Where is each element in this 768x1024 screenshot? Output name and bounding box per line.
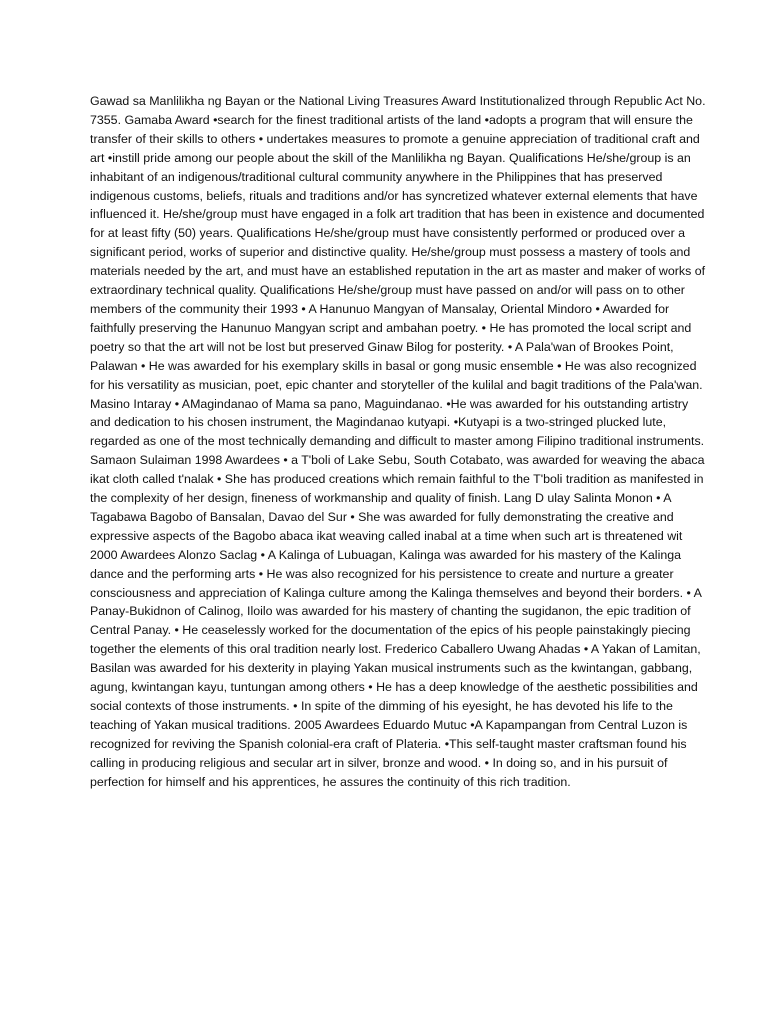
body-paragraph: Gawad sa Manlilikha ng Bayan or the National Living Treasures Award Institutionalized through Republic Act No. 7355. Gamaba Award •search for the finest traditional artists of the land •adopts a program that will ensure the transfer of their skills to others • undertakes measures to promote a genuine appreciation of traditional craft and art •instill pride among our people about the skill of the Manlilikha ng Bayan. Qualifications He/she/group is an inhabitant of an indigenous/traditional cultural community anywhere in the Philippines that has preserved indigenous customs, beliefs, rituals and traditions and/or has syncretized whatever external elements that have influenced it. He/she/group must have engaged in a folk art tradition that has been in existence and documented for at least fifty (50) years. Qualifications He/she/group must have consistently performed or produced over a significant period, works of superior and distinctive quality. He/she/group must possess a mastery of tools and materials needed by the art, and must have an established reputation in the art as master and maker of works of extraordinary technical quality. Qualifications He/she/group must have passed on and/or will pass on to other members of the community their 1993 • A Hanunuo Mangyan of Mansalay, Oriental Mindoro • Awarded for faithfully preserving the Hanunuo Mangyan script and ambahan poetry. • He has promoted the local script and poetry so that the art will not be lost but preserved Ginaw Bilog for posterity. • A Pala'wan of Brookes Point, Palawan • He was awarded for his exemplary skills in basal or gong music ensemble • He was also recognized for his versatility as musician, poet, epic chanter and storyteller of the kulilal and bagit traditions of the Pala'wan. Masino Intaray • AMagindanao of Mama sa pano, Maguindanao. •He was awarded for his outstanding artistry and dedication to his chosen instrument, the Magindanao kutyapi. •Kutyapi is a two-stringed plucked lute, regarded as one of the most technically demanding and difficult to master among Filipino traditional instruments. Samaon Sulaiman 1998 Awardees • a T'boli of Lake Sebu, South Cotabato, was awarded for weaving the abaca ikat cloth called t'nalak • She has produced creations which remain faithful to the T'boli tradition as manifested in the complexity of her design, fineness of workmanship and quality of finish. Lang D ulay Salinta Monon • A Tagabawa Bagobo of Bansalan, Davao del Sur • She was awarded for fully demonstrating the creative and expressive aspects of the Bagobo abaca ikat weaving called inabal at a time when such art is threatened wit 2000 Awardees Alonzo Saclag • A Kalinga of Lubuagan, Kalinga was awarded for his mastery of the Kalinga dance and the performing arts • He was also recognized for his persistence to create and nurture a greater consciousness and appreciation of Kalinga culture among the Kalinga themselves and beyond their borders. • A Panay-Bukidnon of Calinog, Iloilo was awarded for his mastery of chanting the sugidanon, the epic tradition of Central Panay. • He ceaselessly worked for the documentation of the epics of his people painstakingly piecing together the elements of this oral tradition nearly lost. Frederico Caballero Uwang Ahadas • A Yakan of Lamitan, Basilan was awarded for his dexterity in playing Yakan musical instruments such as the kwintangan, gabbang, agung, kwintangan kayu, tuntungan among others • He has a deep knowledge of the aesthetic possibilities and social contexts of those instruments. • In spite of the dimming of his eyesight, he has devoted his life to the teaching of Yakan musical traditions. 2005 Awardees Eduardo Mutuc •A Kapampangan from Central Luzon is recognized for reviving the Spanish colonial-era craft of Plateria. •This self-taught master craftsman found his calling in producing religious and secular art in silver, bronze and wood. • In doing so, and in his pursuit of perfection for himself and his apprentices, he assures the continuity of this rich tradition. xyxy=(90,94,706,789)
